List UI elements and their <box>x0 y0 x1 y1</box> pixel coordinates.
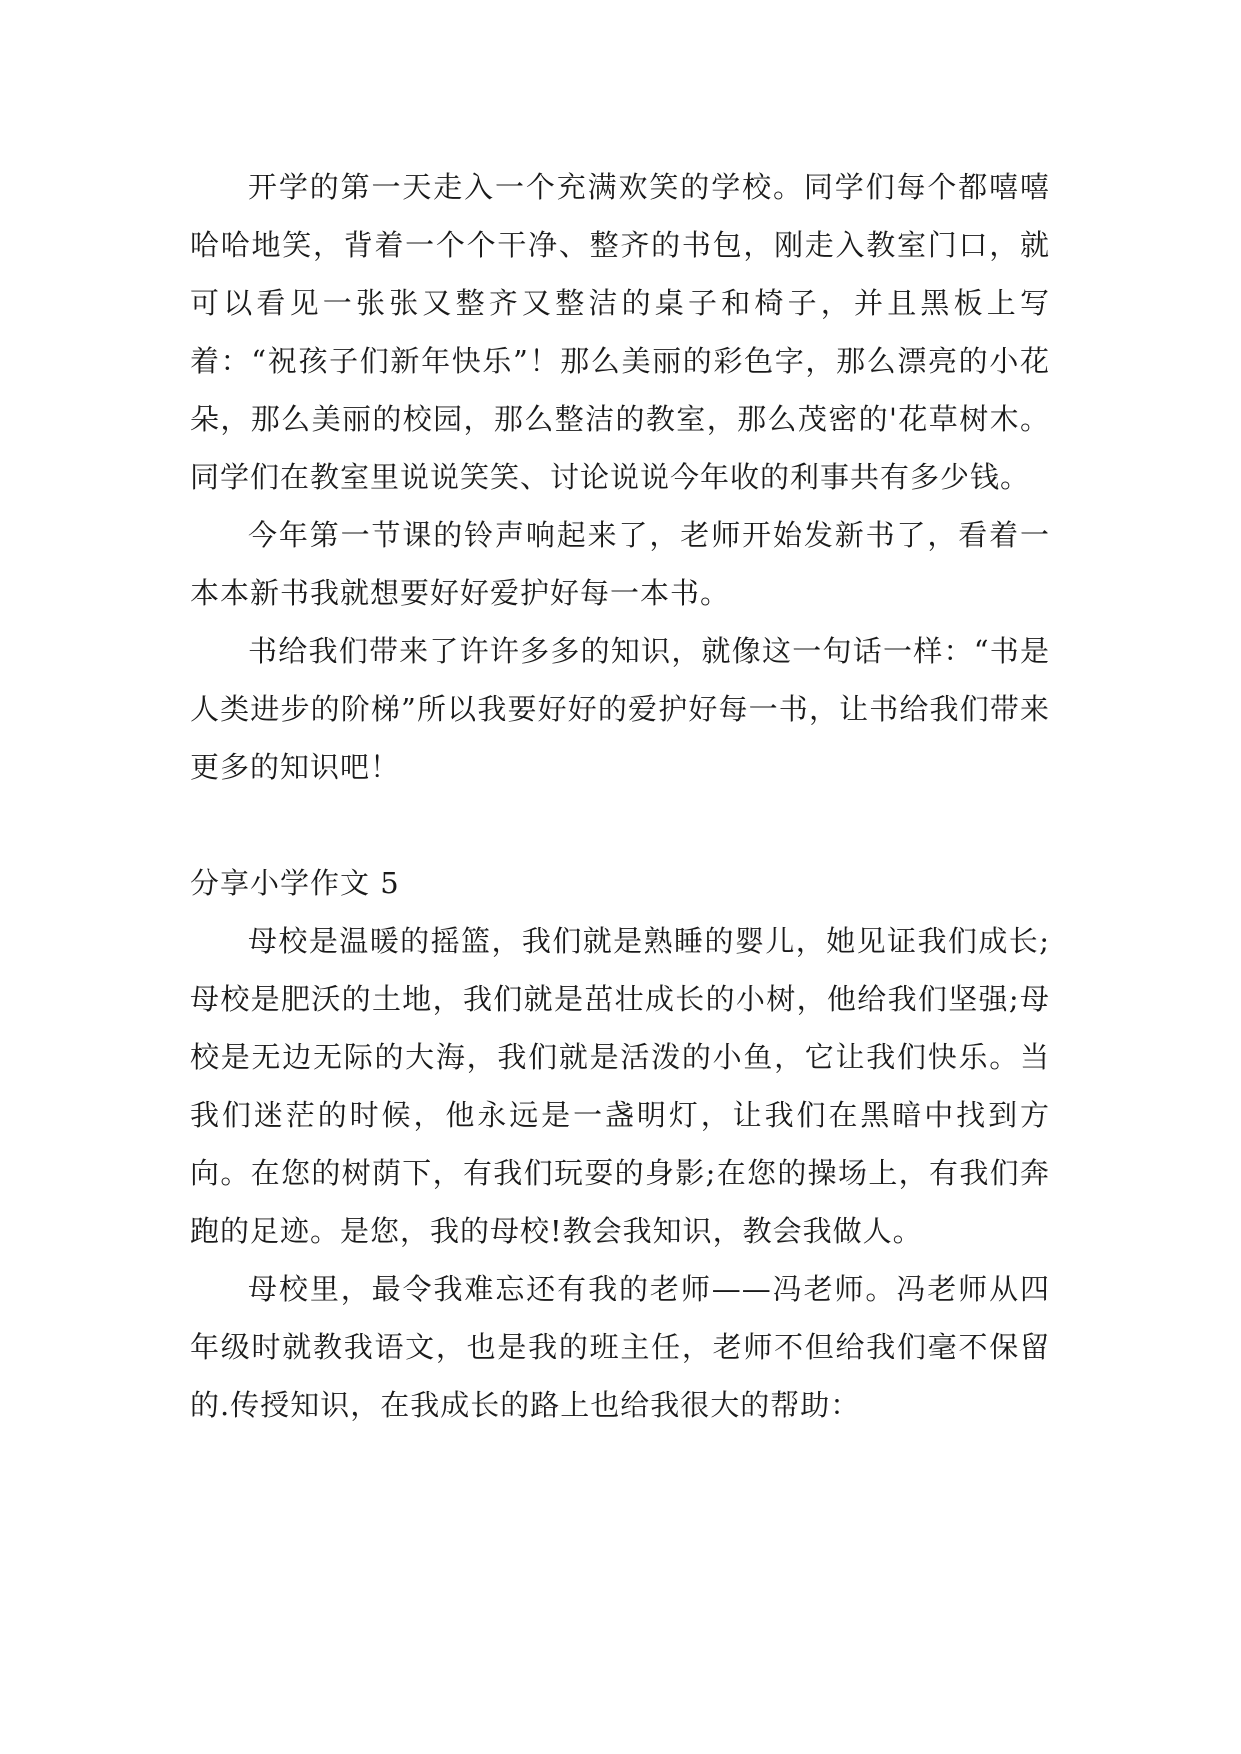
section-gap <box>190 796 1050 854</box>
paragraph-first-class-bell: 今年第一节课的铃声响起来了，老师开始发新书了，看着一本本新书我就想要好好爱护好每一本书。 <box>190 518 1050 610</box>
document-page <box>190 158 1050 1434</box>
paragraph-school-first-day: 开学的第一天走入一个充满欢笑的学校。同学们每个都嘻嘻哈哈地笑，背着一个个干净、整齐的书包，刚走入教室门口，就可以看见一张张又整齐又整洁的桌子和椅子，并且黑板上写着：“祝孩子们新年快乐”！那么美丽的彩色字，那么漂亮的小花朵，那么美丽的校园，那么整洁的教室，那么茂密的'花草树木。 同学们在教室里说说笑笑、讨论说说今年收的利事共有多少钱。 <box>190 170 1050 494</box>
paragraph-books-knowledge: 书给我们带来了许许多多的知识，就像这一句话一样：“书是人类进步的阶梯”所以我要好好的爱护好每一书，让书给我们带来更多的知识吧！ <box>190 634 1050 784</box>
paragraph-teacher-feng: 母校里，最令我难忘还有我的老师——冯老师。冯老师从四年级时就教我语文，也是我的班主任，老师不但给我们毫不保留的.传授知识，在我成长的路上也给我很大的帮助： <box>190 1272 1050 1422</box>
section-heading: 分享小学作文 5 <box>190 866 400 900</box>
paragraph-alma-mater: 母校是温暖的摇篮，我们就是熟睡的婴儿，她见证我们成长;母校是肥沃的土地，我们就是茁壮成长的小树，他给我们坚强;母校是无边无际的大海，我们就是活泼的小鱼，它让我们快乐。当我们迷茫的时候，他永远是一盏明灯，让我们在黑暗中找到方向。在您的树荫下，有我们玩耍的身影;在您的操场上，有我们奔跑的足迹。是您，我的母校!教会我知识，教会我做人。 <box>190 924 1050 1248</box>
